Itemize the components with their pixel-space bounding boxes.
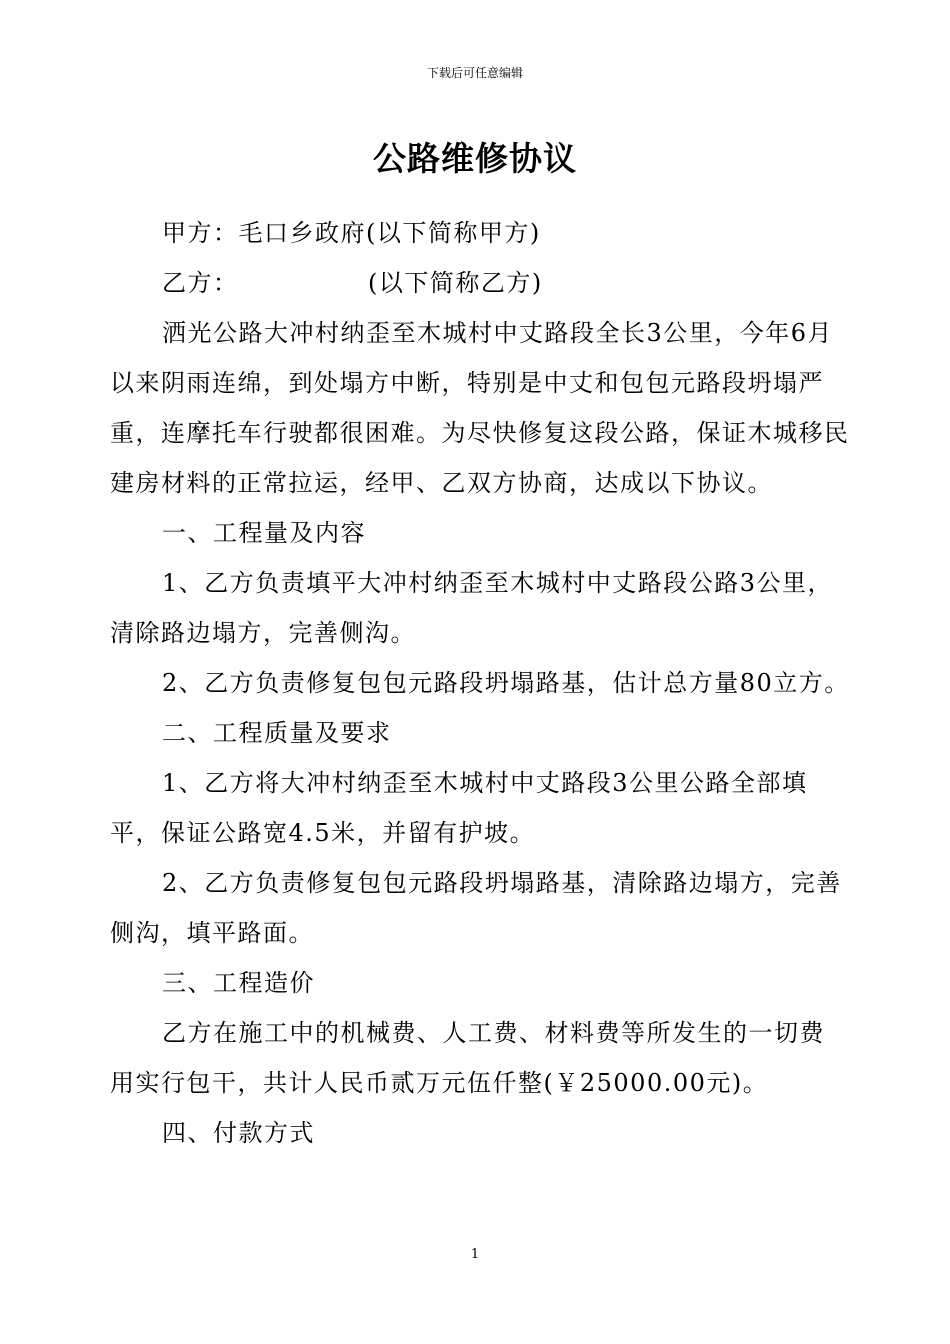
clause-2-1: 1、乙方将大冲村纳歪至木城村中丈路段3公里公路全部填平，保证公路宽4.5米，并留有护坡。 xyxy=(110,769,808,847)
clause-1-1: 1、乙方负责填平大冲村纳歪至木城村中丈路段公路3公里，清除路边塌方，完善侧沟。 xyxy=(110,569,834,647)
intro-paragraph: 洒光公路大冲村纳歪至木城村中丈路段全长3公里，今年6月以来阴雨连绵，到处塌方中断，特别是中丈和包包元路段坍塌严重，连摩托车行驶都很困难。为尽快修复这段公路，保证木城移民建房材料的正常拉运，经甲、乙双方协商，达成以下协议。 xyxy=(110,319,850,497)
document-body xyxy=(110,208,850,1158)
clause-2-2: 2、乙方负责修复包包元路段坍塌路基，清除路边塌方，完善侧沟，填平路面。 xyxy=(110,869,842,947)
document-title: 公路维修协议 xyxy=(373,139,577,178)
section-heading-3: 三、工程造价 xyxy=(162,969,315,997)
section-heading-4: 四、付款方式 xyxy=(162,1119,315,1147)
party-b-note: (以下简称乙方) xyxy=(368,269,543,297)
party-b xyxy=(110,258,850,308)
header-note: 下载后可任意编辑 xyxy=(426,66,523,80)
party-a: 甲方：毛口乡政府(以下简称甲方) xyxy=(162,219,541,247)
clause-1-2: 2、乙方负责修复包包元路段坍塌路基，估计总方量80立方。 xyxy=(162,669,850,697)
page-number: 1 xyxy=(470,1247,480,1262)
section-heading-2: 二、工程质量及要求 xyxy=(162,719,392,747)
clause-3: 乙方在施工中的机械费、人工费、材料费等所发生的一切费用实行包干，共计人民币贰万元伍仟整(￥25000.00元)。 xyxy=(110,1019,825,1097)
section-heading-1: 一、工程量及内容 xyxy=(162,519,366,547)
party-b-label: 乙方： xyxy=(162,269,239,297)
